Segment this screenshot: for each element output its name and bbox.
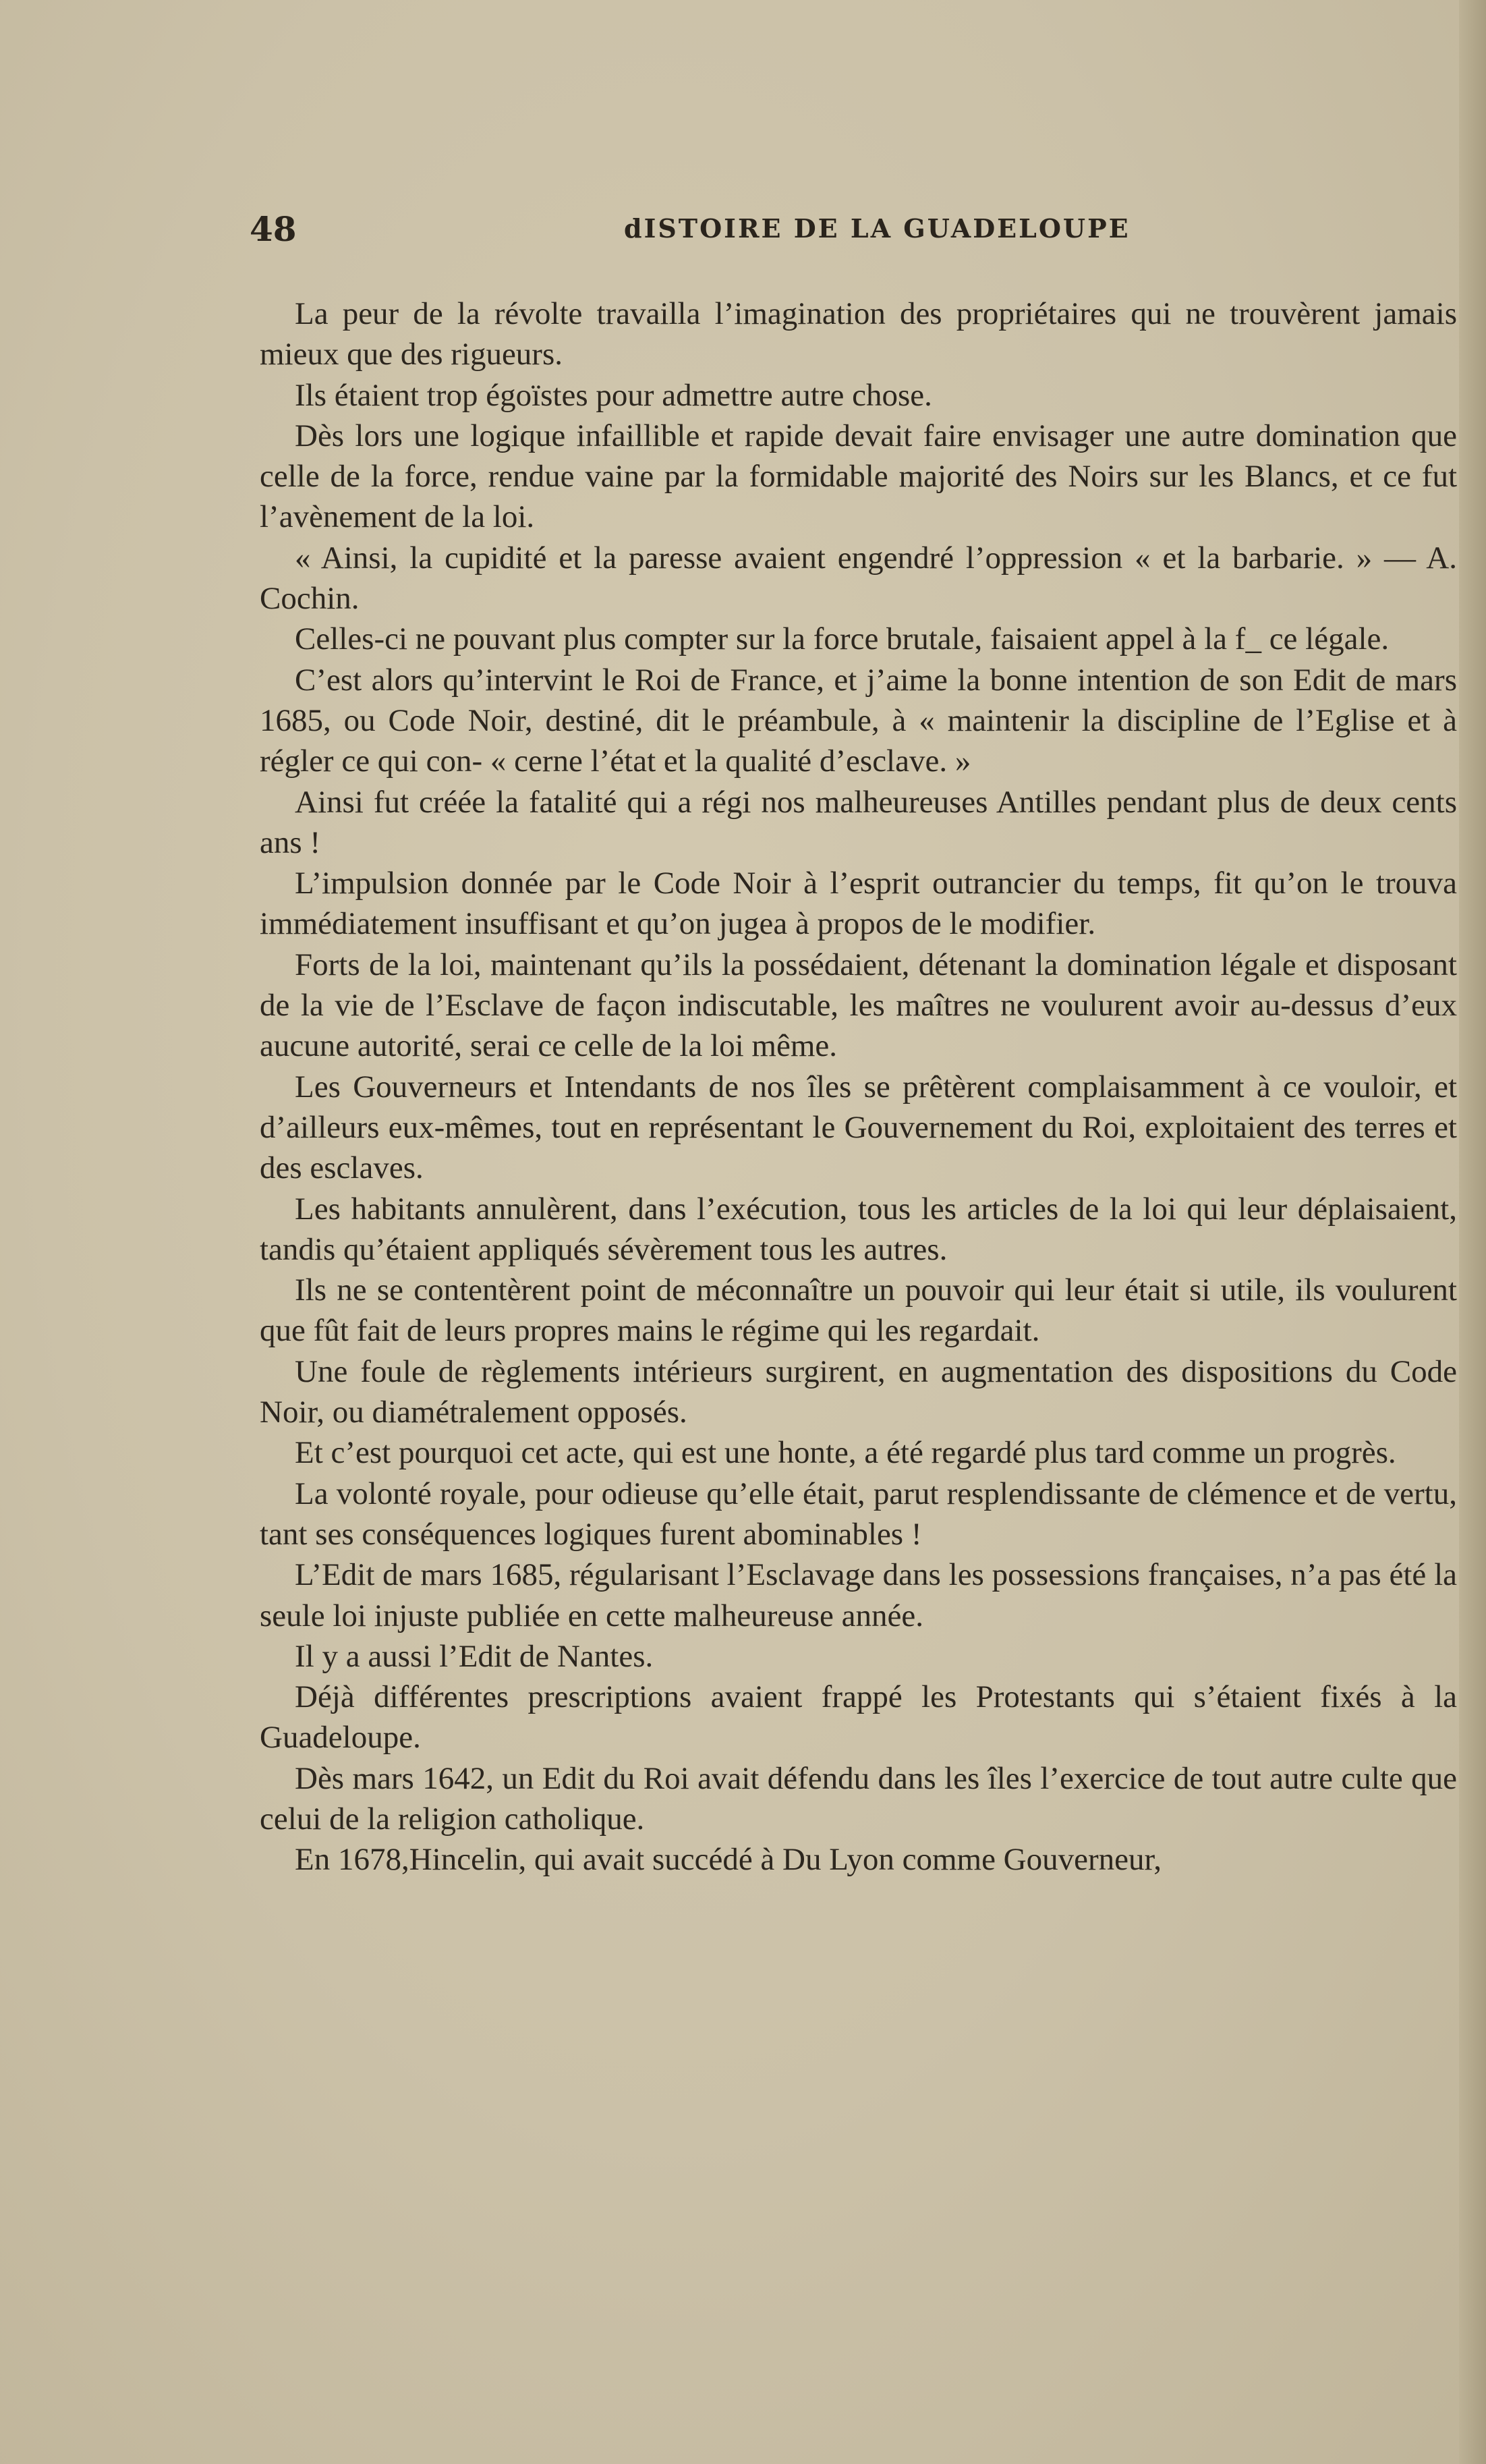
paragraph-4: « Ainsi, la cupidité et la paresse avaient engendré l’oppression « et la barbarie. » — A. Cochin. — [260, 540, 1457, 617]
paragraph-13: Une foule de règlements intérieurs surgirent, en augmentation des dispositions du Code Noir, ou diamétralement opposés. — [260, 1353, 1457, 1430]
body-text — [260, 293, 1457, 1880]
page-number: 48 — [250, 209, 297, 249]
paragraph-1: La peur de la révolte travailla l’imagination des propriétaires qui ne trouvèrent jamais mieux que des rigueurs. — [260, 296, 1457, 372]
paragraph-15: La volonté royale, pour odieuse qu’elle était, parut resplendissante de clémence et de vertu, tant ses conséquences logiques furent abominables ! — [260, 1476, 1457, 1552]
paragraph-17: Il y a aussi l’Edit de Nantes. — [295, 1638, 654, 1674]
paragraph-20: En 1678,Hincelin, qui avait succédé à Du Lyon comme Gouverneur, — [295, 1842, 1162, 1878]
paragraph-12: Ils ne se contentèrent point de méconnaître un pouvoir qui leur était si utile, ils voulurent que fût fait de leurs propres mains le régime qui les regardait. — [260, 1272, 1457, 1349]
page-header — [250, 209, 1450, 250]
paragraph-8: L’impulsion donnée par le Code Noir à l’esprit outrancier du temps, fit qu’on le trouva immédiatement insuffisant et qu’on jugea à propos de le modifier. — [260, 866, 1457, 942]
paragraph-10: Les Gouverneurs et Intendants de nos îles se prêtèrent complaisamment à ce vouloir, et d’ailleurs eux-mêmes, tout en représentant le Gouvernement du Roi, exploitaient des terres et des esclaves. — [260, 1069, 1457, 1186]
paragraph-5: Celles-ci ne pouvant plus compter sur la force brutale, faisaient appel à la f_ ce légale. — [295, 621, 1390, 657]
paragraph-2: Ils étaient trop égoïstes pour admettre autre chose. — [295, 377, 932, 413]
paragraph-11: Les habitants annulèrent, dans l’exécution, tous les articles de la loi qui leur déplaisaient, tandis qu’étaient appliqués sévèrement tous les autres. — [260, 1191, 1457, 1267]
paragraph-6: C’est alors qu’intervint le Roi de France, et j’aime la bonne intention de son Edit de mars 1685, ou Code Noir, destiné, dit le préambule, à « maintenir la discipline de l’Eglise et à régler ce qui con- « cerne l’état et la qualité d’esclave. » — [260, 662, 1457, 779]
paragraph-14: Et c’est pourquoi cet acte, qui est une honte, a été regardé plus tard comme un progrès. — [295, 1435, 1396, 1471]
running-title: dISTOIRE DE LA GUADELOUPE — [624, 213, 1131, 244]
paragraph-7: Ainsi fut créée la fatalité qui a régi nos malheureuses Antilles pendant plus de deux cents ans ! — [260, 784, 1457, 860]
page-edge-shadow — [1459, 0, 1486, 2464]
paragraph-18: Déjà différentes prescriptions avaient frappé les Protestants qui s’étaient fixés à la Guadeloupe. — [260, 1679, 1457, 1756]
paragraph-19: Dès mars 1642, un Edit du Roi avait défendu dans les îles l’exercice de tout autre culte que celui de la religion catholique. — [260, 1760, 1457, 1837]
paragraph-9: Forts de la loi, maintenant qu’ils la possédaient, détenant la domination légale et disposant de la vie de l’Esclave de façon indiscutable, les maîtres ne voulurent avoir au-dessus d’eux aucune autorité, serai ce celle de la loi même. — [260, 947, 1457, 1064]
paragraph-3: Dès lors une logique infaillible et rapide devait faire envisager une autre domination que celle de la force, rendue vaine par la formidable majorité des Noirs sur les Blancs, et ce fut l’avènement de la loi. — [260, 418, 1457, 535]
paragraph-16: L’Edit de mars 1685, régularisant l’Esclavage dans les possessions françaises, n’a pas été la seule loi injuste publiée en cette malheureuse année. — [260, 1557, 1457, 1633]
